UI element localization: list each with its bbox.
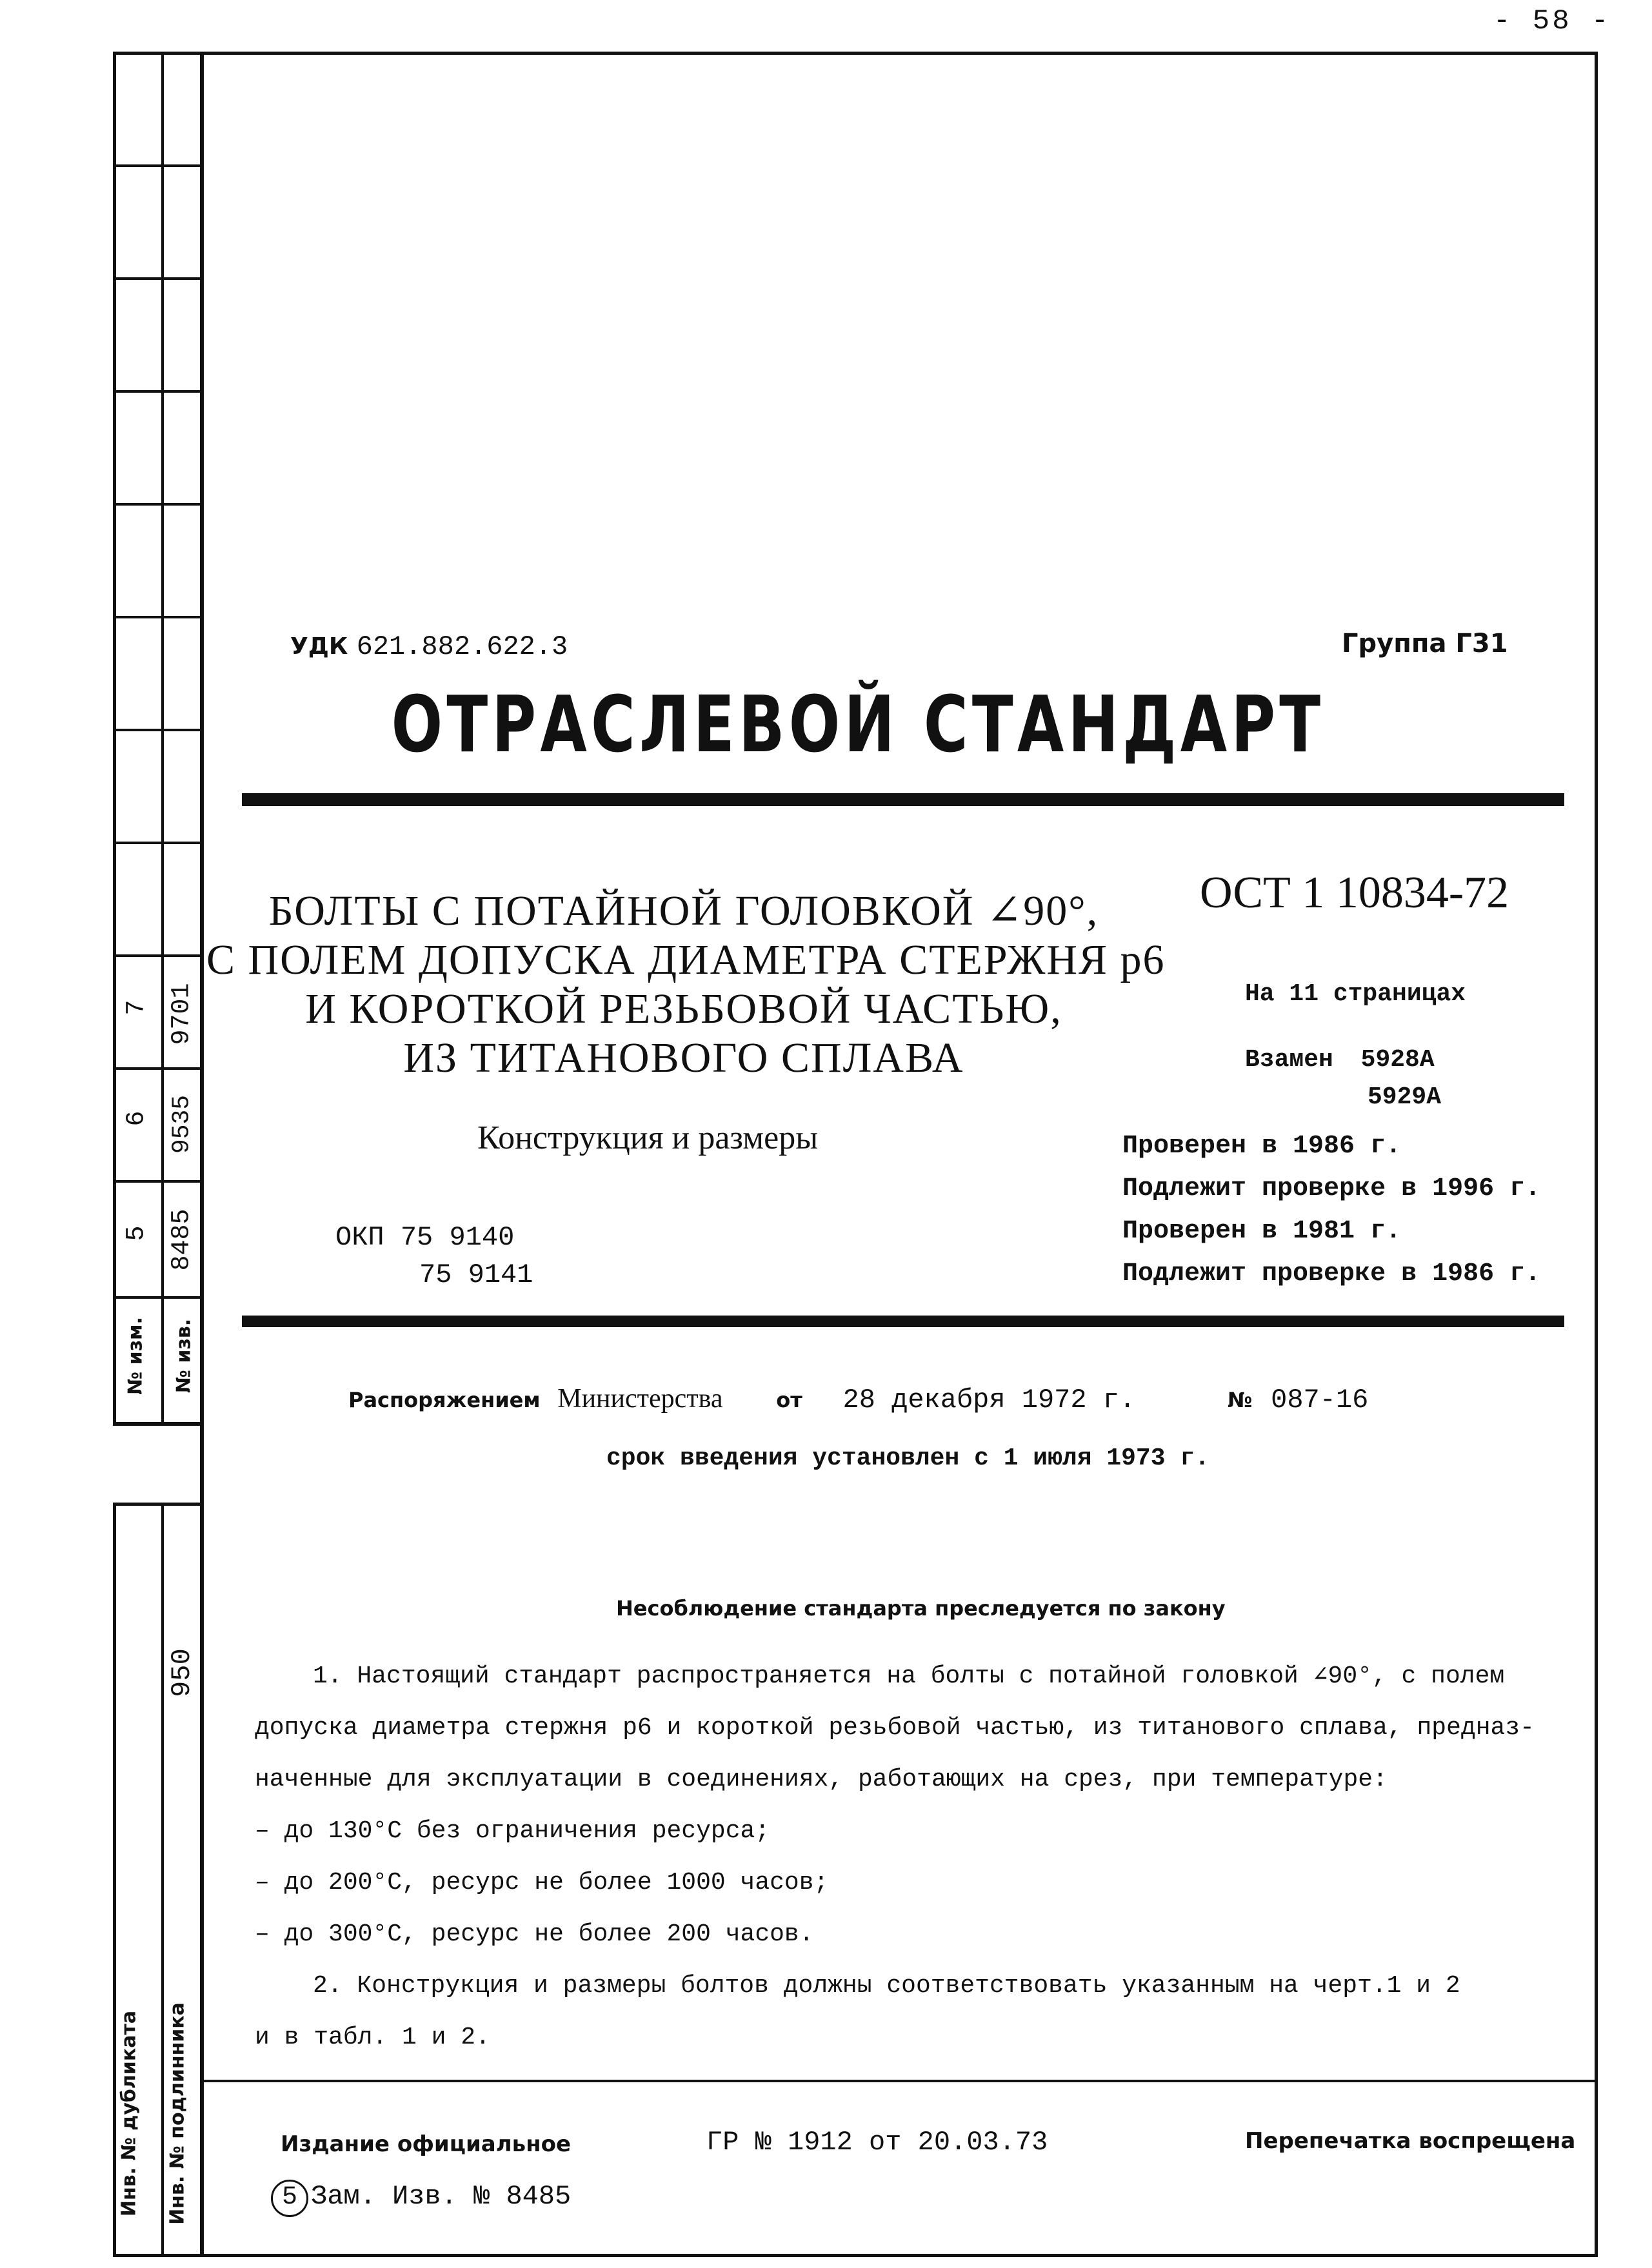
order-label: Распоряжением xyxy=(348,1388,541,1412)
check-3: Проверен в 1981 г. xyxy=(1122,1217,1402,1246)
list-item-1: – до 130°С без ограничения ресурса; xyxy=(255,1817,770,1845)
top-thick-rule xyxy=(242,793,1564,806)
order-from-label: от xyxy=(776,1388,802,1412)
replaces-label: Взамен xyxy=(1245,1046,1333,1074)
main-title: ОТРАСЛЕВОЙ СТАНДАРТ xyxy=(391,680,1325,770)
reprint-prohibited: Перепечатка воспрещена xyxy=(1245,2128,1576,2154)
order-date: 28 декабря 1972 г. xyxy=(842,1385,1136,1415)
check-4: Подлежит проверке в 1986 г. xyxy=(1122,1259,1541,1288)
dup-inv-label: Инв. № дубликата xyxy=(117,2010,141,2217)
change-note-text: Зам. Изв. № 8485 xyxy=(311,2181,572,2212)
title-line-3: И КОРОТКОЙ РЕЗЬБОВОЙ ЧАСТЬЮ, xyxy=(305,985,1062,1032)
order-number: 087-16 xyxy=(1271,1385,1369,1415)
order-authority: Министерства xyxy=(557,1384,723,1414)
list-item-3: – до 300°С, ресурс не более 200 часов. xyxy=(255,1920,814,1948)
change-note xyxy=(271,2180,571,2217)
udk-code: УДК 621.882.622.3 xyxy=(290,631,568,662)
para-1-line-1: 1. Настоящий стандарт распространяется на болты с потайной головкой ∠90°, с полем xyxy=(313,1662,1505,1690)
page-count: На 11 страницах xyxy=(1245,980,1466,1008)
para-2-line-1: 2. Конструкция и размеры болтов должны соответствовать указанным на черт.1 и 2 xyxy=(313,1972,1460,2000)
title-line-1: БОЛТЫ С ПОТАЙНОЙ ГОЛОВКОЙ ∠90°, xyxy=(268,887,1099,934)
para-1-line-2: допуска диаметра стержня р6 и короткой резьбовой частью, из титанового сплава, предназ- xyxy=(255,1714,1535,1742)
subtitle: Конструкция и размеры xyxy=(477,1119,819,1156)
replaces-block xyxy=(1245,1041,1441,1116)
registration-number: ГР № 1912 от 20.03.73 xyxy=(706,2127,1048,2158)
notice-number-9701: 9701 xyxy=(167,983,197,1045)
okp-label: ОКП xyxy=(335,1222,384,1253)
standard-code: ОСТ 1 10834-72 xyxy=(1200,868,1509,918)
change-number-5: 5 xyxy=(122,1225,152,1241)
para-1-line-3: наченные для эксплуатации в соединениях, работающих на срез, при температуре: xyxy=(255,1766,1388,1793)
notice-no-label: № изв. xyxy=(172,1318,195,1394)
inventory-number: 950 xyxy=(166,1648,197,1697)
change-no-label: № изм. xyxy=(124,1317,147,1395)
body-text xyxy=(255,1651,1584,2064)
order-no-label: № xyxy=(1227,1388,1253,1412)
check-1: Проверен в 1986 г. xyxy=(1122,1132,1402,1161)
check-dates xyxy=(1122,1125,1540,1296)
group-label: Группа Г31 xyxy=(1342,629,1508,658)
okp-1: 75 9140 xyxy=(400,1222,515,1253)
replaces-2: 5929А xyxy=(1368,1083,1442,1111)
title-line-4: ИЗ ТИТАНОВОГО СПЛАВА xyxy=(403,1034,964,1081)
change-number-7: 7 xyxy=(122,1000,152,1016)
standard-title xyxy=(206,887,1166,1083)
para-2-line-2: и в табл. 1 и 2. xyxy=(255,2024,490,2051)
bottom-thick-rule xyxy=(242,1316,1564,1327)
footer-rule xyxy=(200,2080,1597,2082)
okp-codes xyxy=(335,1219,533,1294)
introduction-date: срок введения установлен с 1 июля 1973 г. xyxy=(606,1445,1209,1472)
page-number: - 58 - xyxy=(1493,5,1611,37)
official-edition: Издание официальное xyxy=(281,2131,572,2157)
list-item-2: – до 200°С, ресурс не более 1000 часов; xyxy=(255,1869,829,1897)
change-circle: 5 xyxy=(271,2180,308,2217)
order-line xyxy=(348,1383,1368,1415)
law-notice: Несоблюдение стандарта преследуется по закону xyxy=(616,1596,1226,1621)
notice-number-8485: 8485 xyxy=(167,1208,197,1271)
okp-2: 75 9141 xyxy=(419,1259,533,1290)
check-2: Подлежит проверке в 1996 г. xyxy=(1122,1174,1541,1203)
title-line-2: С ПОЛЕМ ДОПУСКА ДИАМЕТРА СТЕРЖНЯ р6 xyxy=(206,936,1166,983)
replaces-1: 5928А xyxy=(1360,1046,1435,1074)
change-number-6: 6 xyxy=(122,1110,152,1127)
notice-number-9535: 9535 xyxy=(168,1094,196,1154)
orig-inv-label: Инв. № подлинника xyxy=(166,2002,189,2225)
